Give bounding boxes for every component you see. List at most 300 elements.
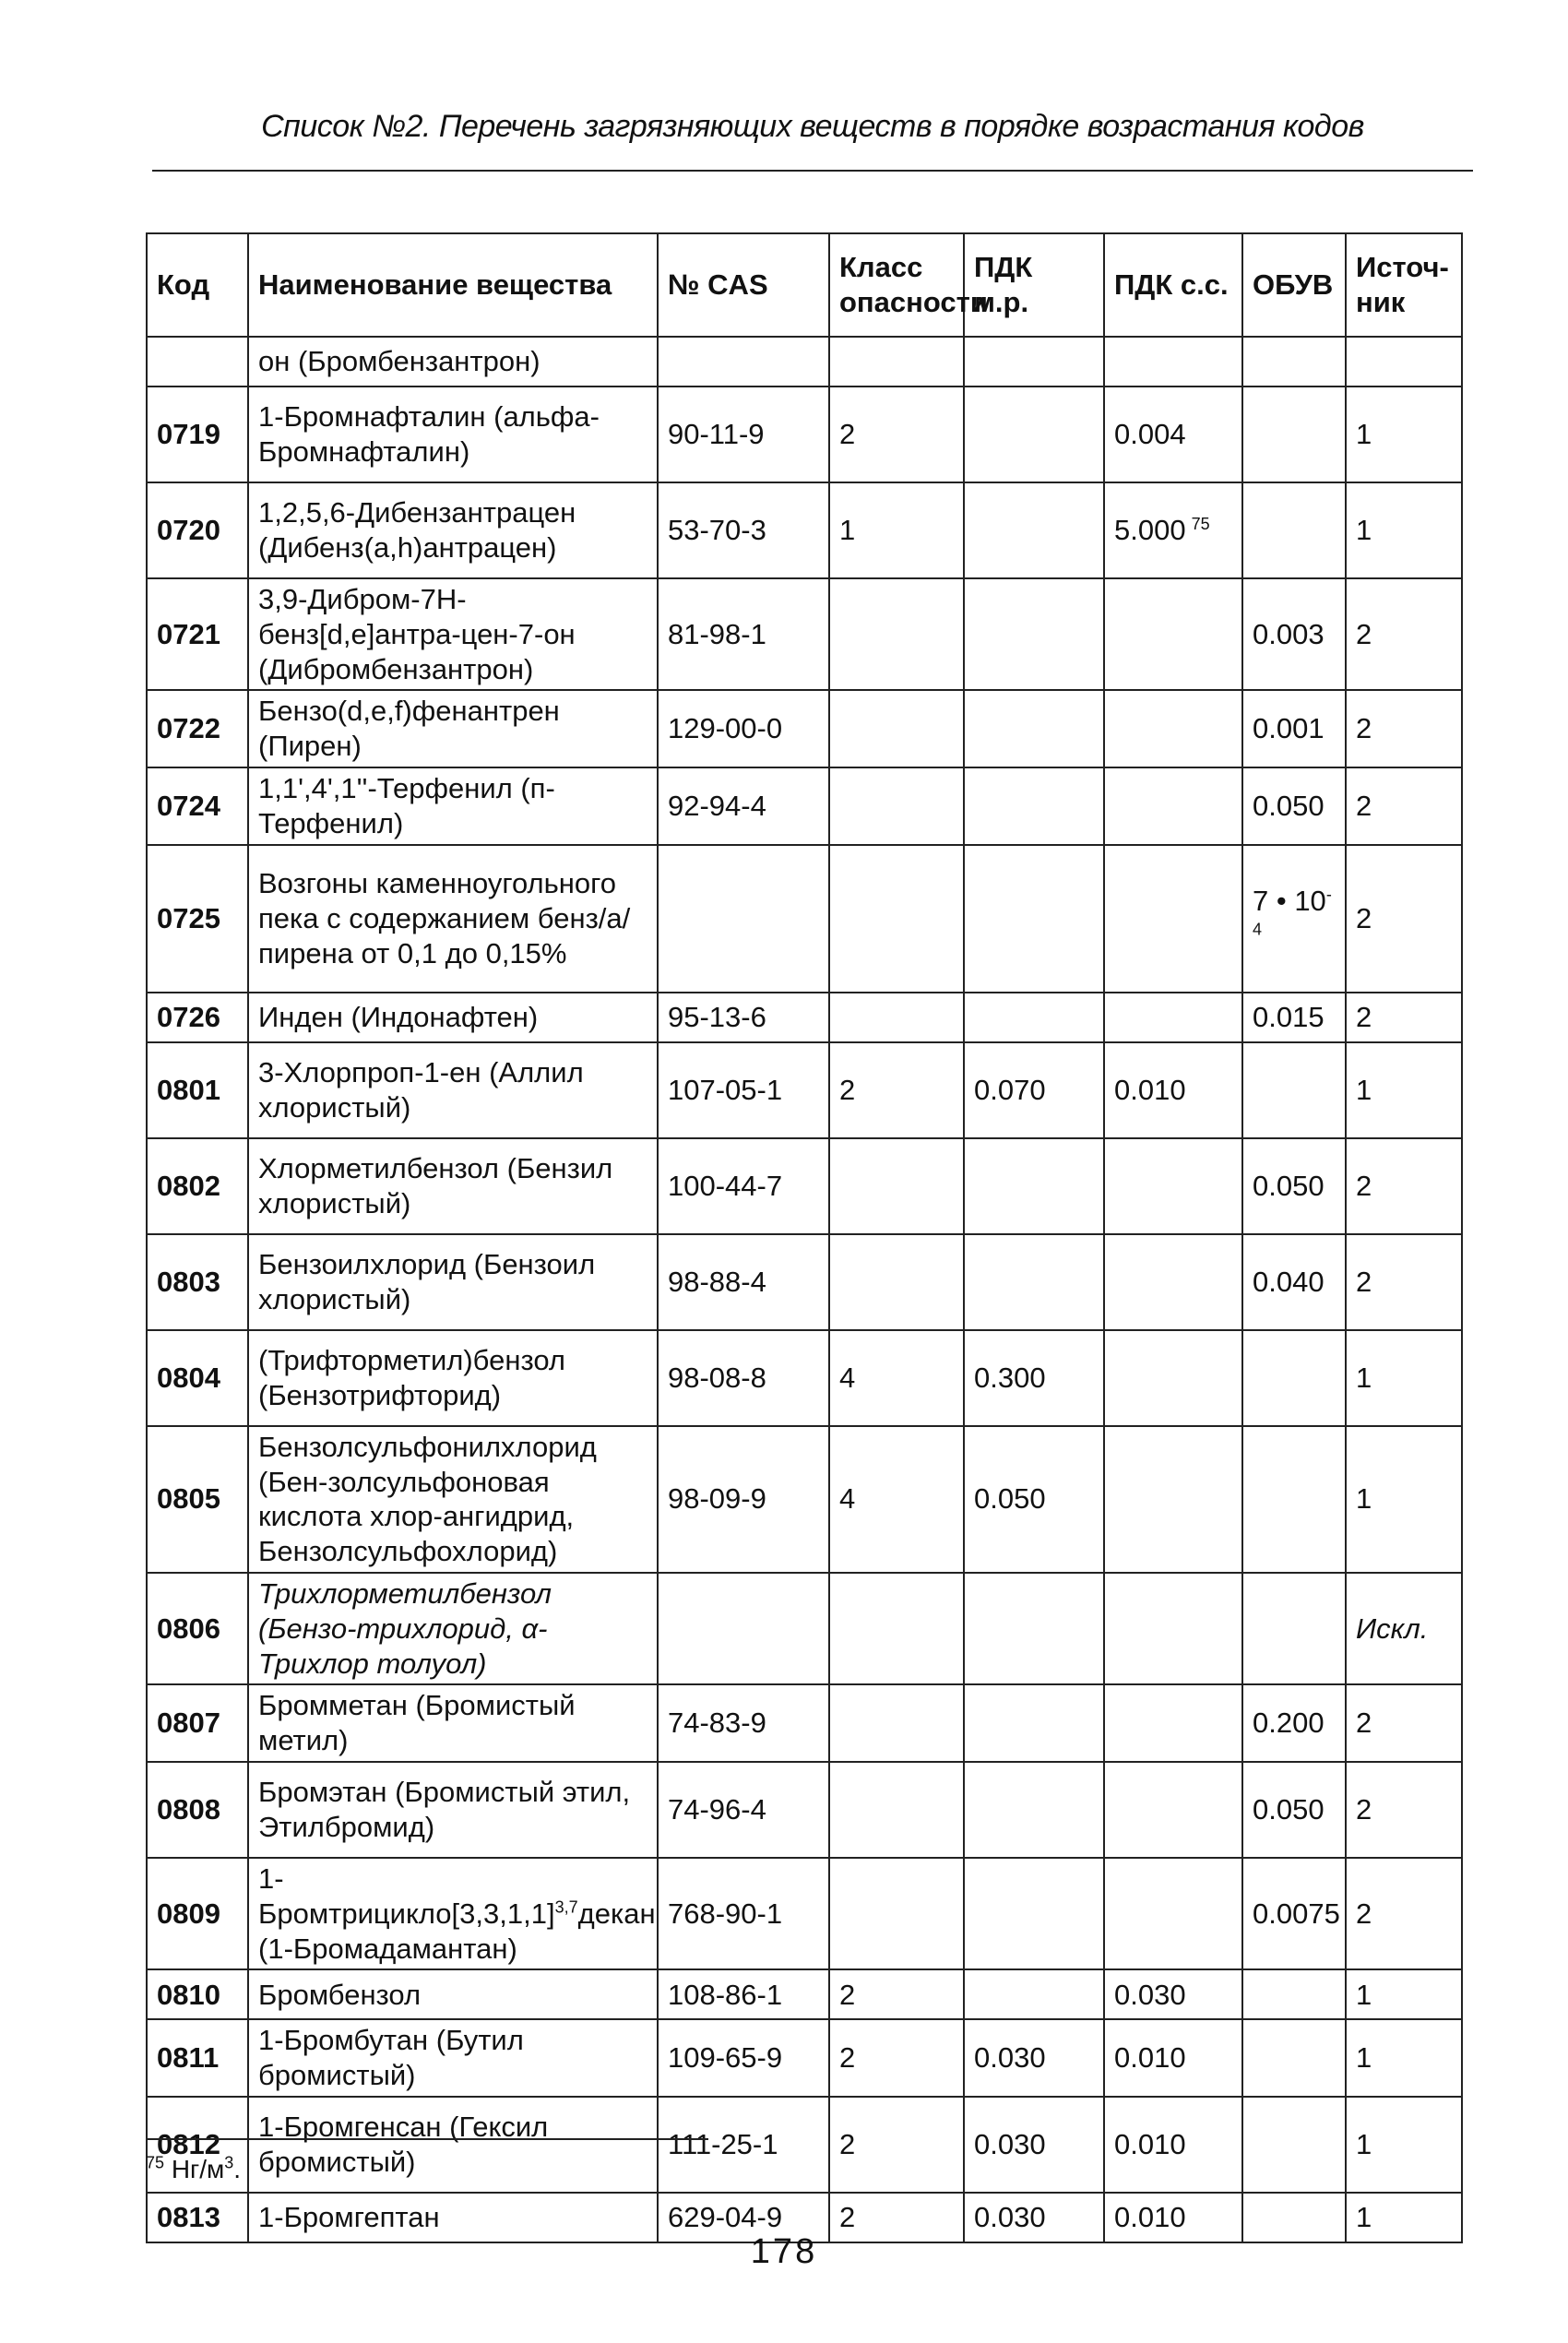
cell-text: Хлорметилбензол (Бензил хлористый): [258, 1151, 613, 1219]
cell-cls: [829, 2097, 964, 2193]
cell-text: Бромбензол: [258, 1978, 422, 2011]
cell-text: 1: [1356, 1361, 1372, 1394]
cell-text: 108-86-1: [668, 1978, 783, 2011]
table-header-row: [147, 233, 1462, 337]
footnote-mark: 75: [146, 2153, 165, 2172]
cell-text: 0.030: [1114, 1978, 1186, 2011]
cell-cls: [829, 1234, 964, 1330]
cell-cas: [658, 1138, 829, 1234]
cell-text: 629-04-9: [668, 2201, 783, 2234]
cell-text: 74-96-4: [668, 1793, 766, 1826]
cell-obuv: [1242, 2097, 1346, 2193]
cell-pdk-ss: [1104, 2097, 1242, 2193]
cell-sup: -4: [1253, 885, 1332, 939]
cell-pdk-ss: [1104, 1330, 1242, 1426]
cell-text: 1: [1356, 2201, 1372, 2234]
cell-pdk-ss: [1104, 1042, 1242, 1138]
cell-text: 107-05-1: [668, 1073, 783, 1106]
cell-cas: [658, 845, 829, 993]
cell-text: Искл.: [1356, 1612, 1429, 1645]
cell-text: 0.010: [1114, 2201, 1186, 2234]
cell-text: 0721: [157, 617, 220, 650]
cell-text: 0803: [157, 1265, 220, 1298]
cell-pdk-ss: [1104, 690, 1242, 767]
cell-cas: [658, 1858, 829, 1969]
cell-cls: [829, 1762, 964, 1858]
table-row: [147, 690, 1462, 767]
cell-name: [248, 1858, 658, 1969]
cell-pdk-ss: [1104, 1426, 1242, 1573]
cell-text: 0802: [157, 1169, 220, 1202]
cell-pdk-mr: [964, 1330, 1104, 1426]
cell-pdk-mr: [964, 387, 1104, 482]
cell-pdk-mr: [964, 1762, 1104, 1858]
cell-text: 0801: [157, 1073, 220, 1106]
cell-text: 2: [1356, 1000, 1372, 1033]
cell-text: 0807: [157, 1707, 220, 1740]
cell-text: 0805: [157, 1482, 220, 1516]
cell-pdk-mr: [964, 2097, 1104, 2193]
cell-text: 0.030: [974, 2041, 1046, 2075]
cell-text: 4: [839, 1482, 856, 1516]
cell-name: [248, 1573, 658, 1684]
cell-obuv: [1242, 993, 1346, 1042]
cell-pdk-ss: [1104, 1858, 1242, 1969]
cell-cas: [658, 1969, 829, 2019]
cell-cas: [658, 1234, 829, 1330]
cell-text: 2: [839, 1073, 856, 1106]
cell-cas: [658, 2097, 829, 2193]
footnote-text: Нг/м: [171, 2155, 225, 2183]
cell-obuv: [1242, 1234, 1346, 1330]
cell-src: [1346, 578, 1462, 690]
cell-name: [248, 2097, 658, 2193]
cell-code: [147, 2019, 248, 2097]
cell-obuv: [1242, 482, 1346, 578]
footnote: [146, 2155, 241, 2184]
cell-cas: [658, 337, 829, 387]
cell-src: [1346, 482, 1462, 578]
cell-obuv: [1242, 690, 1346, 767]
cell-src: [1346, 1330, 1462, 1426]
cell-code: [147, 337, 248, 387]
cell-src: [1346, 690, 1462, 767]
cell-src: [1346, 1138, 1462, 1234]
cell-obuv: [1242, 1573, 1346, 1684]
table-row: [147, 1042, 1462, 1138]
cell-text: 3,9-Дибром-7Н-бенз[d,e]антра-цен-7-он (Дибромбензантрон): [258, 583, 576, 685]
cell-text: 129-00-0: [668, 712, 783, 745]
cell-name: [248, 767, 658, 845]
cell-text: 0725: [157, 901, 220, 934]
cell-pdk-mr: [964, 578, 1104, 690]
cell-text: 0.0075: [1253, 1897, 1340, 1930]
cell-cas: [658, 1684, 829, 1762]
cell-obuv: [1242, 1426, 1346, 1573]
cell-src: [1346, 387, 1462, 482]
cell-code: [147, 482, 248, 578]
cell-text: 98-08-8: [668, 1361, 766, 1394]
cell-text: 1,2,5,6-Дибензантрацен (Дибенз(a,h)антрацен): [258, 496, 576, 564]
cell-cas: [658, 578, 829, 690]
cell-cls: [829, 387, 964, 482]
cell-text: 92-94-4: [668, 789, 766, 822]
cell-pdk-ss: [1104, 482, 1242, 578]
cell-src: [1346, 1762, 1462, 1858]
cell-cls: [829, 2019, 964, 2097]
col-header-class: Класс опасности: [829, 233, 964, 337]
cell-text: 98-88-4: [668, 1265, 766, 1298]
cell-name: [248, 387, 658, 482]
cell-text: 0809: [157, 1897, 220, 1930]
cell-text: 3-Хлорпроп-1-ен (Аллил хлористый): [258, 1055, 584, 1124]
cell-cls: [829, 993, 964, 1042]
cell-text: 2: [1356, 1265, 1372, 1298]
cell-code: [147, 845, 248, 993]
col-header-code: Код: [147, 233, 248, 337]
cell-text: 0.001: [1253, 712, 1324, 745]
cell-src: [1346, 2019, 1462, 2097]
table-row: [147, 387, 1462, 482]
cell-src: [1346, 1426, 1462, 1573]
cell-text: 100-44-7: [668, 1169, 783, 1202]
cell-cls: [829, 1042, 964, 1138]
cell-pdk-ss: [1104, 337, 1242, 387]
table-row: [147, 337, 1462, 387]
cell-text: 2: [1356, 1707, 1372, 1740]
cell-cls: [829, 1330, 964, 1426]
cell-text: 74-83-9: [668, 1707, 766, 1740]
cell-src: [1346, 1042, 1462, 1138]
cell-cls: [829, 1858, 964, 1969]
cell-name: [248, 1234, 658, 1330]
cell-sup: 75: [1191, 514, 1210, 533]
table-row: [147, 2097, 1462, 2193]
cell-obuv: [1242, 1138, 1346, 1234]
cell-code: [147, 578, 248, 690]
cell-pdk-ss: [1104, 1684, 1242, 1762]
cell-text: 2: [839, 2128, 856, 2161]
table-row: [147, 1138, 1462, 1234]
cell-text: 2: [839, 2201, 856, 2234]
cell-src: [1346, 1234, 1462, 1330]
cell-text: 0.030: [974, 2128, 1046, 2161]
cell-code: [147, 1042, 248, 1138]
cell-code: [147, 1684, 248, 1762]
cell-obuv: [1242, 1969, 1346, 2019]
cell-cls: [829, 767, 964, 845]
cell-text: 2: [839, 418, 856, 451]
cell-obuv: [1242, 578, 1346, 690]
cell-text: 2: [839, 2041, 856, 2075]
cell-text: 0.050: [1253, 1169, 1324, 1202]
cell-name: [248, 1330, 658, 1426]
cell-cas: [658, 387, 829, 482]
cell-pdk-ss: [1104, 1969, 1242, 2019]
cell-pdk-mr: [964, 1684, 1104, 1762]
cell-cas: [658, 767, 829, 845]
cell-code: [147, 1138, 248, 1234]
table-row: [147, 578, 1462, 690]
cell-cas: [658, 2019, 829, 2097]
cell-name: [248, 993, 658, 1042]
cell-pdk-ss: [1104, 1138, 1242, 1234]
footnote-sup: 3: [224, 2153, 234, 2172]
cell-text: 1: [1356, 1073, 1372, 1106]
cell-name: [248, 578, 658, 690]
cell-text: 53-70-3: [668, 514, 766, 547]
cell-code: [147, 1330, 248, 1426]
col-header-pdk-mr: ПДК м.р.: [964, 233, 1104, 337]
cell-pdk-mr: [964, 1234, 1104, 1330]
cell-code: [147, 690, 248, 767]
cell-text: 0726: [157, 1000, 220, 1033]
cell-text: 2: [1356, 1897, 1372, 1930]
cell-sup: 3,7: [554, 1897, 578, 1917]
cell-text: 0.200: [1253, 1707, 1324, 1740]
cell-name: [248, 1138, 658, 1234]
cell-text: 0.050: [1253, 789, 1324, 822]
cell-src: [1346, 2097, 1462, 2193]
cell-text: 5.000: [1114, 514, 1186, 547]
page-header: Список №2. Перечень загрязняющих веществ в порядке возрастания кодов: [261, 109, 1364, 144]
cell-text: 109-65-9: [668, 2041, 783, 2075]
cell-obuv: [1242, 1684, 1346, 1762]
cell-name: [248, 1762, 658, 1858]
cell-pdk-ss: [1104, 845, 1242, 993]
cell-text: 2: [1356, 712, 1372, 745]
cell-text: 1-Бромнафталин (альфа-Бромнафталин): [258, 400, 600, 468]
cell-text: 1-Бромбутан (Бутил бромистый): [258, 2024, 524, 2092]
col-header-obuv: ОБУВ: [1242, 233, 1346, 337]
cell-obuv: [1242, 1330, 1346, 1426]
cell-text: 0.030: [974, 2201, 1046, 2234]
col-header-source: Источ-ник: [1346, 233, 1462, 337]
cell-text: 0804: [157, 1361, 220, 1394]
cell-text: 2: [1356, 617, 1372, 650]
cell-text: 1: [839, 514, 856, 547]
cell-src: [1346, 767, 1462, 845]
cell-src: [1346, 845, 1462, 993]
cell-cas: [658, 1330, 829, 1426]
cell-cls: [829, 690, 964, 767]
cell-text: 1: [1356, 1978, 1372, 2011]
cell-pdk-ss: [1104, 578, 1242, 690]
cell-code: [147, 1234, 248, 1330]
col-header-name: Наименование вещества: [248, 233, 658, 337]
cell-text: 0.010: [1114, 2041, 1186, 2075]
cell-src: [1346, 337, 1462, 387]
table-row: [147, 767, 1462, 845]
cell-text: Бензоилхлорид (Бензоил хлористый): [258, 1247, 596, 1315]
cell-name: [248, 1684, 658, 1762]
cell-text: 81-98-1: [668, 617, 766, 650]
cell-text: 0.015: [1253, 1000, 1324, 1033]
table-row: [147, 1762, 1462, 1858]
cell-pdk-mr: [964, 993, 1104, 1042]
cell-code: [147, 387, 248, 482]
cell-code: [147, 1573, 248, 1684]
cell-text: 98-09-9: [668, 1482, 766, 1516]
cell-text: (Трифторметил)бензол (Бензотрифторид): [258, 1343, 565, 1411]
cell-text: 0719: [157, 418, 220, 451]
cell-src: [1346, 1573, 1462, 1684]
cell-pdk-mr: [964, 337, 1104, 387]
cell-cls: [829, 1969, 964, 2019]
cell-pdk-mr: [964, 2019, 1104, 2097]
cell-src: [1346, 1684, 1462, 1762]
cell-text: 4: [839, 1361, 856, 1394]
cell-text: 0.010: [1114, 1073, 1186, 1106]
cell-src: [1346, 1969, 1462, 2019]
page-number: 178: [750, 2232, 818, 2271]
cell-text: Трихлорметилбензол (Бензо-трихлорид, α-Трихлор толуол): [258, 1576, 552, 1680]
cell-text: 0724: [157, 789, 220, 822]
cell-text: 0812: [157, 2128, 220, 2161]
cell-pdk-mr: [964, 1426, 1104, 1573]
cell-pdk-ss: [1104, 993, 1242, 1042]
cell-cls: [829, 482, 964, 578]
cell-cas: [658, 690, 829, 767]
cell-cls: [829, 1573, 964, 1684]
cell-cas: [658, 1042, 829, 1138]
footnote-tail: .: [233, 2155, 242, 2183]
cell-cas: [658, 993, 829, 1042]
table-row: [147, 993, 1462, 1042]
cell-text: 0.040: [1253, 1265, 1324, 1298]
cell-text: 0810: [157, 1978, 220, 2011]
cell-text: 0.050: [974, 1482, 1046, 1516]
cell-pdk-mr: [964, 767, 1104, 845]
cell-pdk-ss: [1104, 1573, 1242, 1684]
cell-code: [147, 993, 248, 1042]
cell-text: 1-Бромтрицикло[3,3,1,1]: [258, 1862, 555, 1930]
cell-text: 2: [1356, 1793, 1372, 1826]
cell-text: Возгоны каменноугольного пека с содержанием бенз/а/пирена от 0,1 до 0,15%: [258, 866, 631, 969]
cell-text: 0722: [157, 712, 220, 745]
cell-text: 1-Бромгептан: [258, 2201, 440, 2234]
table-row: [147, 1330, 1462, 1426]
cell-text: 0.010: [1114, 2128, 1186, 2161]
cell-obuv: [1242, 1042, 1346, 1138]
cell-text: 95-13-6: [668, 1000, 766, 1033]
cell-text: 1: [1356, 2041, 1372, 2075]
cell-cas: [658, 1762, 829, 1858]
cell-cls: [829, 1426, 964, 1573]
substances-table: [146, 232, 1463, 2243]
cell-text: 0720: [157, 514, 220, 547]
cell-name: [248, 1042, 658, 1138]
cell-text: 2: [1356, 1169, 1372, 1202]
cell-code: [147, 1762, 248, 1858]
cell-name: [248, 845, 658, 993]
col-header-cas: № CAS: [658, 233, 829, 337]
cell-text: 0808: [157, 1793, 220, 1826]
cell-pdk-mr: [964, 1573, 1104, 1684]
cell-obuv: [1242, 387, 1346, 482]
cell-obuv: [1242, 845, 1346, 993]
table-row: [147, 1573, 1462, 1684]
cell-text: 2: [1356, 901, 1372, 934]
cell-text: он (Бромбензантрон): [258, 345, 540, 378]
cell-pdk-ss: [1104, 1234, 1242, 1330]
cell-pdk-mr: [964, 1042, 1104, 1138]
cell-text: 0.050: [1253, 1793, 1324, 1826]
cell-pdk-mr: [964, 1969, 1104, 2019]
cell-src: [1346, 993, 1462, 1042]
cell-cls: [829, 845, 964, 993]
cell-code: [147, 1969, 248, 2019]
cell-cls: [829, 1138, 964, 1234]
table-row: [147, 1426, 1462, 1573]
cell-pdk-mr: [964, 1858, 1104, 1969]
cell-text: 0.070: [974, 1073, 1046, 1106]
cell-text: 0806: [157, 1612, 220, 1645]
cell-text: 111-25-1: [668, 2128, 778, 2161]
cell-text: 0.003: [1253, 617, 1324, 650]
footnote-rule: [146, 2138, 708, 2140]
cell-text: 2: [839, 1978, 856, 2011]
cell-obuv: [1242, 1858, 1346, 1969]
cell-cas: [658, 482, 829, 578]
cell-text: 0.300: [974, 1361, 1046, 1394]
cell-pdk-ss: [1104, 387, 1242, 482]
cell-text: 768-90-1: [668, 1897, 783, 1930]
cell-text: 1: [1356, 418, 1372, 451]
cell-pdk-mr: [964, 845, 1104, 993]
col-header-pdk-ss: ПДК с.с.: [1104, 233, 1242, 337]
cell-pdk-mr: [964, 1138, 1104, 1234]
cell-src: [1346, 1858, 1462, 1969]
table-row: [147, 2019, 1462, 2097]
cell-text-tail: декан (1-Бромадамантан): [258, 1897, 656, 1965]
cell-text: Инден (Индонафтен): [258, 1000, 539, 1033]
cell-pdk-ss: [1104, 1762, 1242, 1858]
cell-cas: [658, 1426, 829, 1573]
cell-obuv: [1242, 337, 1346, 387]
cell-text: Бромэтан (Бромистый этил, Этилбромид): [258, 1776, 631, 1843]
cell-pdk-mr: [964, 690, 1104, 767]
cell-text: 7 • 10: [1253, 884, 1326, 917]
cell-text: 0813: [157, 2201, 220, 2234]
cell-text: Бензо(d,e,f)фенантрен (Пирен): [258, 695, 560, 763]
cell-text: 2: [1356, 789, 1372, 822]
cell-text: 1: [1356, 1482, 1372, 1516]
table-row: [147, 1684, 1462, 1762]
cell-text: 1-Бромгенсан (Гексил бромистый): [258, 2111, 549, 2179]
cell-obuv: [1242, 2019, 1346, 2097]
cell-code: [147, 1858, 248, 1969]
cell-name: [248, 482, 658, 578]
cell-name: [248, 2019, 658, 2097]
cell-name: [248, 1969, 658, 2019]
cell-cls: [829, 578, 964, 690]
cell-text: Бензолсульфонилхлорид (Бен-золсульфоновая кислота хлор-ангидрид, Бензолсульфохлорид): [258, 1430, 597, 1568]
cell-code: [147, 767, 248, 845]
table-row: [147, 482, 1462, 578]
cell-text: 1,1',4',1''-Терфенил (п-Терфенил): [258, 772, 555, 839]
cell-cas: [658, 1573, 829, 1684]
header-rule: [152, 170, 1473, 172]
cell-cls: [829, 337, 964, 387]
cell-cls: [829, 1684, 964, 1762]
cell-name: [248, 337, 658, 387]
table-row: [147, 1234, 1462, 1330]
cell-text: 0811: [157, 2041, 220, 2075]
cell-obuv: [1242, 1762, 1346, 1858]
cell-name: [248, 690, 658, 767]
cell-text: 1: [1356, 514, 1372, 547]
